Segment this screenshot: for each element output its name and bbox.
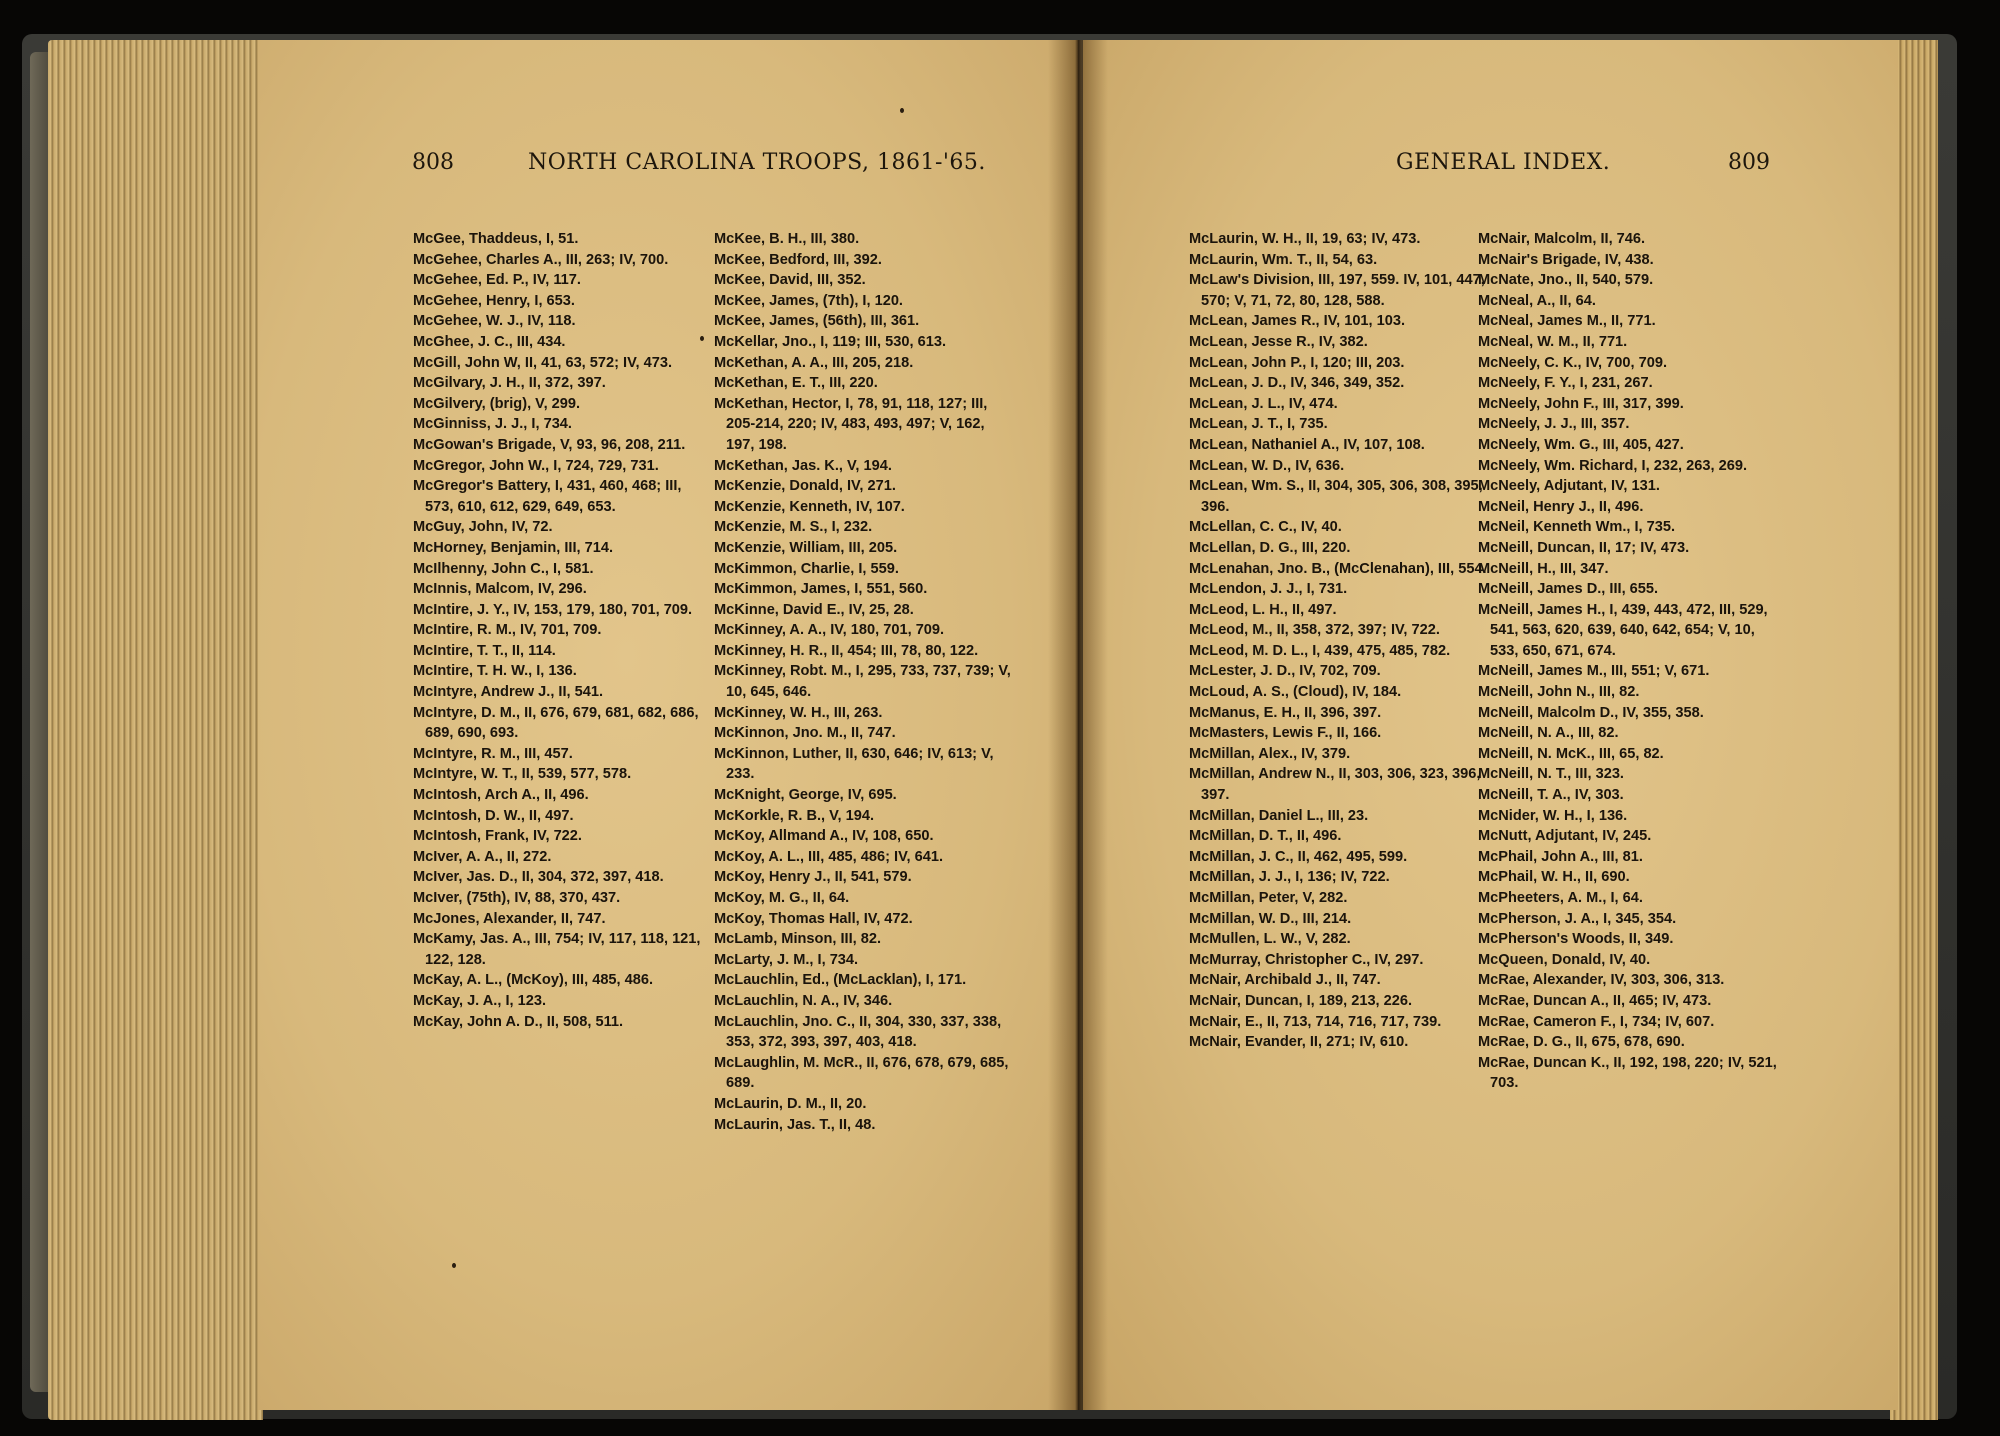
- index-entry: McKorkle, R. B., V, 194.: [714, 807, 875, 824]
- index-entry: McIntyre, W. T., II, 539, 577, 578.: [413, 766, 632, 783]
- right-page-number: 809: [1728, 150, 1770, 175]
- index-entry: McKamy, Jas. A., III, 754; IV, 117, 118, 121, 122, 128.: [413, 931, 701, 968]
- index-entry: McLauchlin, Ed., (McLacklan), I, 171.: [714, 972, 967, 989]
- index-entry: McLester, J. D., IV, 702, 709.: [1189, 663, 1381, 680]
- index-entry: McRae, Duncan A., II, 465; IV, 473.: [1478, 992, 1712, 1009]
- index-entry: McKoy, Thomas Hall, IV, 472.: [714, 910, 913, 927]
- index-entry: McNutt, Adjutant, IV, 245.: [1478, 828, 1652, 845]
- index-entry: McRae, Duncan K., II, 192, 198, 220; IV, 521, 703.: [1478, 1054, 1777, 1092]
- index-entry: McNeely, John F., III, 317, 399.: [1478, 395, 1684, 412]
- index-entry: McIver, A. A., II, 272.: [413, 848, 552, 865]
- index-entry: McMillan, Andrew N., II, 303, 306, 323, 396, 397.: [1189, 766, 1481, 804]
- index-entry: McKee, David, III, 352.: [714, 272, 866, 289]
- index-entry: McNair, Evander, II, 271; IV, 610.: [1189, 1034, 1409, 1051]
- index-entry: McLaurin, Wm. T., II, 54, 63.: [1189, 251, 1378, 268]
- index-entry: McKoy, A. L., III, 485, 486; IV, 641.: [714, 848, 944, 865]
- index-entry: McKay, J. A., I, 123.: [413, 992, 547, 1009]
- index-entry: McNeely, Wm. G., III, 405, 427.: [1478, 436, 1684, 453]
- index-entry: McMillan, Peter, V, 282.: [1189, 890, 1348, 906]
- index-entry: McNeill, James M., III, 551; V, 671.: [1478, 663, 1710, 680]
- index-entry: McIntire, J. Y., IV, 153, 179, 180, 701, 709.: [413, 601, 693, 618]
- index-entry: McNair, Archibald J., II, 747.: [1189, 972, 1381, 989]
- index-entry: McGilvery, (brig), V, 299.: [413, 395, 581, 412]
- index-entry: McQueen, Donald, IV, 40.: [1478, 951, 1651, 968]
- index-entry: McLendon, J. J., I, 731.: [1189, 581, 1348, 598]
- index-entry: McNeely, F. Y., I, 231, 267.: [1478, 375, 1653, 392]
- index-entry: McJones, Alexander, II, 747.: [413, 910, 606, 927]
- index-entry: McIntosh, Frank, IV, 722.: [413, 828, 582, 845]
- index-entry: McKinnon, Jno. M., II, 747.: [714, 725, 896, 742]
- index-entry: McLean, John P., I, 120; III, 203.: [1189, 354, 1405, 371]
- index-entry: McLean, James R., IV, 101, 103.: [1189, 313, 1406, 330]
- index-entry: McGee, Thaddeus, I, 51.: [413, 231, 579, 247]
- index-entry: McNeill, Malcolm D., IV, 355, 358.: [1478, 704, 1704, 721]
- index-entry: McPheeters, A. M., I, 64.: [1478, 890, 1643, 906]
- index-entry: McLeod, M. D. L., I, 439, 475, 485, 782.: [1189, 642, 1451, 659]
- index-entry: McIlhenny, John C., I, 581.: [413, 560, 594, 577]
- index-entry: McGowan's Brigade, V, 93, 96, 208, 211.: [413, 436, 686, 453]
- index-entry: McLean, J. L., IV, 474.: [1189, 395, 1338, 412]
- index-entry: McNeill, N. McK., III, 65, 82.: [1478, 745, 1664, 762]
- index-entry: McMillan, Daniel L., III, 23.: [1189, 807, 1369, 824]
- index-entry: McGregor's Battery, I, 431, 460, 468; III, 573, 610, 612, 629, 649, 653.: [413, 478, 682, 515]
- index-entry: McMullen, L. W., V, 282.: [1189, 931, 1351, 948]
- index-entry: McNeely, Wm. Richard, I, 232, 263, 269.: [1478, 457, 1748, 474]
- index-entry: McKenzie, M. S., I, 232.: [714, 519, 873, 536]
- index-entry: McGregor, John W., I, 724, 729, 731.: [413, 457, 659, 474]
- index-entry: McLenahan, Jno. B., (McClenahan), III, 554.: [1189, 560, 1487, 577]
- index-entry: McManus, E. H., II, 396, 397.: [1189, 704, 1382, 721]
- index-entry: McKinnon, Luther, II, 630, 646; IV, 613; V, 233.: [714, 745, 994, 783]
- index-entry: McNeal, A., II, 64.: [1478, 292, 1596, 309]
- index-entry: McGehee, Charles A., III, 263; IV, 700.: [413, 251, 669, 268]
- index-entry: McLellan, D. G., III, 220.: [1189, 539, 1351, 556]
- index-entry: McKinney, H. R., II, 454; III, 78, 80, 122.: [714, 642, 979, 659]
- index-entry: McLamb, Minson, III, 82.: [714, 931, 882, 948]
- index-entry: McIntire, R. M., IV, 701, 709.: [413, 622, 602, 639]
- index-entry: McKay, John A. D., II, 508, 511.: [413, 1013, 624, 1030]
- index-entry: McKoy, Henry J., II, 541, 579.: [714, 869, 912, 886]
- index-entry: McGehee, Henry, I, 653.: [413, 292, 575, 309]
- index-entry: McLean, J. D., IV, 346, 349, 352.: [1189, 375, 1405, 392]
- index-entry: McKinne, David E., IV, 25, 28.: [714, 601, 914, 618]
- index-entry: McNeill, John N., III, 82.: [1478, 684, 1640, 701]
- index-entry: McNeill, N. T., III, 323.: [1478, 766, 1624, 783]
- index-entry: McLeod, L. H., II, 497.: [1189, 601, 1337, 618]
- index-entry: McMillan, J. C., II, 462, 495, 599.: [1189, 848, 1408, 865]
- index-entry: McNair, E., II, 713, 714, 716, 717, 739.: [1189, 1013, 1442, 1030]
- index-entry: McNeill, N. A., III, 82.: [1478, 725, 1619, 742]
- index-entry: McInnis, Malcom, IV, 296.: [413, 581, 587, 598]
- index-entry: McNider, W. H., I, 136.: [1478, 807, 1628, 824]
- index-entry: McGhee, J. C., III, 434.: [413, 333, 566, 350]
- index-entry: McIntire, T. H. W., I, 136.: [413, 663, 577, 680]
- index-entry: McNeill, James H., I, 439, 443, 472, III, 529, 541, 563, 620, 639, 640, 642, 654; V, 10, 533, 650, 671, 674.: [1478, 601, 1768, 659]
- index-entry: McRae, D. G., II, 675, 678, 690.: [1478, 1034, 1685, 1051]
- index-entry: McRae, Cameron F., I, 734; IV, 607.: [1478, 1013, 1715, 1030]
- index-entry: McMasters, Lewis F., II, 166.: [1189, 725, 1382, 742]
- index-entry: McGehee, Ed. P., IV, 117.: [413, 272, 581, 289]
- right-page-column-1: [1189, 229, 1489, 1053]
- paper-speck: [700, 336, 704, 341]
- index-entry: McLarty, J. M., I, 734.: [714, 951, 859, 968]
- index-entry: McNair, Malcolm, II, 746.: [1478, 231, 1646, 247]
- index-entry: McKethan, E. T., III, 220.: [714, 375, 878, 392]
- paper-speck: [900, 108, 904, 113]
- index-entry: McNeill, Duncan, II, 17; IV, 473.: [1478, 539, 1690, 556]
- index-entry: McKee, James, (7th), I, 120.: [714, 292, 903, 309]
- index-entry: McMillan, D. T., II, 496.: [1189, 828, 1342, 845]
- index-entry: McLauchlin, Jno. C., II, 304, 330, 337, 338, 353, 372, 393, 397, 403, 418.: [714, 1013, 1002, 1051]
- index-entry: McGill, John W, II, 41, 63, 572; IV, 473.: [413, 354, 673, 371]
- index-entry: McLaurin, W. H., II, 19, 63; IV, 473.: [1189, 231, 1421, 247]
- index-entry: McLean, Wm. S., II, 304, 305, 306, 308, 395, 396.: [1189, 478, 1483, 515]
- index-entry: McNeely, Adjutant, IV, 131.: [1478, 478, 1660, 495]
- index-entry: McLellan, C. C., IV, 40.: [1189, 519, 1342, 536]
- index-entry: McKoy, Allmand A., IV, 108, 650.: [714, 828, 934, 845]
- book-gutter: [1048, 40, 1108, 1410]
- index-entry: McIntyre, Andrew J., II, 541.: [413, 684, 604, 701]
- index-entry: McLean, J. T., I, 735.: [1189, 416, 1328, 433]
- index-entry: McNair's Brigade, IV, 438.: [1478, 251, 1654, 268]
- index-entry: McLaurin, Jas. T., II, 48.: [714, 1116, 876, 1133]
- index-entry: McGuy, John, IV, 72.: [413, 519, 553, 536]
- page-edges-left: [48, 40, 263, 1420]
- index-entry: McKnight, George, IV, 695.: [714, 787, 897, 804]
- index-entry: McNeal, W. M., II, 771.: [1478, 333, 1628, 350]
- index-entry: McLean, Jesse R., IV, 382.: [1189, 333, 1368, 350]
- index-entry: McKinney, Robt. M., I, 295, 733, 737, 739; V, 10, 645, 646.: [714, 663, 1011, 701]
- index-entry: McKimmon, James, I, 551, 560.: [714, 581, 928, 598]
- index-entry: McKimmon, Charlie, I, 559.: [714, 560, 899, 577]
- index-entry: McKee, B. H., III, 380.: [714, 231, 860, 247]
- index-entry: McHorney, Benjamin, III, 714.: [413, 539, 614, 556]
- index-entry: McNeill, H., III, 347.: [1478, 560, 1609, 577]
- left-page-number: 808: [412, 150, 454, 175]
- index-entry: McIntyre, R. M., III, 457.: [413, 745, 573, 762]
- index-entry: McKethan, Jas. K., V, 194.: [714, 457, 892, 474]
- index-entry: McIver, Jas. D., II, 304, 372, 397, 418.: [413, 869, 664, 886]
- index-entry: McKinney, A. A., IV, 180, 701, 709.: [714, 622, 945, 639]
- index-entry: McNeil, Henry J., II, 496.: [1478, 498, 1644, 515]
- right-running-title: GENERAL INDEX.: [1396, 150, 1611, 175]
- index-entry: McLeod, M., II, 358, 372, 397; IV, 722.: [1189, 622, 1440, 639]
- left-page-column-1: [413, 229, 713, 1032]
- index-entry: McNeill, James D., III, 655.: [1478, 581, 1659, 598]
- index-entry: McMillan, W. D., III, 214.: [1189, 910, 1352, 927]
- index-entry: McGilvary, J. H., II, 372, 397.: [413, 375, 606, 392]
- index-entry: McLean, Nathaniel A., IV, 107, 108.: [1189, 436, 1425, 453]
- index-entry: McNate, Jno., II, 540, 579.: [1478, 272, 1654, 289]
- index-entry: McLaurin, D. M., II, 20.: [714, 1095, 867, 1112]
- index-entry: McKoy, M. G., II, 64.: [714, 890, 850, 906]
- index-entry: McMillan, J. J., I, 136; IV, 722.: [1189, 869, 1390, 886]
- index-entry: McIver, (75th), IV, 88, 370, 437.: [413, 890, 621, 906]
- index-entry: McNeal, James M., II, 771.: [1478, 313, 1656, 330]
- index-entry: McLoud, A. S., (Cloud), IV, 184.: [1189, 684, 1402, 701]
- index-entry: McKethan, Hector, I, 78, 91, 118, 127; III, 205-214, 220; IV, 483, 493, 497; V, 162, 197, 198.: [714, 395, 988, 453]
- index-entry: McNeil, Kenneth Wm., I, 735.: [1478, 519, 1676, 536]
- index-entry: McRae, Alexander, IV, 303, 306, 313.: [1478, 972, 1725, 989]
- index-entry: McPherson, J. A., I, 345, 354.: [1478, 910, 1677, 927]
- index-entry: McGehee, W. J., IV, 118.: [413, 313, 576, 330]
- index-entry: McIntyre, D. M., II, 676, 679, 681, 682, 686, 689, 690, 693.: [413, 704, 699, 742]
- index-entry: McKethan, A. A., III, 205, 218.: [714, 354, 914, 371]
- index-entry: McKinney, W. H., III, 263.: [714, 704, 883, 721]
- paper-speck: [452, 1263, 456, 1268]
- index-entry: McLaughlin, M. McR., II, 676, 678, 679, 685, 689.: [714, 1054, 1009, 1092]
- index-entry: McMurray, Christopher C., IV, 297.: [1189, 951, 1424, 968]
- right-page-column-2: [1478, 229, 1778, 1094]
- index-entry: McNeill, T. A., IV, 303.: [1478, 787, 1624, 804]
- left-running-title: NORTH CAROLINA TROOPS, 1861-'65.: [528, 150, 986, 175]
- index-entry: McKenzie, Kenneth, IV, 107.: [714, 498, 905, 515]
- index-entry: McKee, Bedford, III, 392.: [714, 251, 882, 268]
- index-entry: McPherson's Woods, II, 349.: [1478, 931, 1674, 948]
- index-entry: McKenzie, Donald, IV, 271.: [714, 478, 896, 495]
- index-entry: McIntosh, Arch A., II, 496.: [413, 787, 589, 804]
- index-entry: McNeely, C. K., IV, 700, 709.: [1478, 354, 1668, 371]
- index-entry: McPhail, John A., III, 81.: [1478, 848, 1643, 865]
- index-entry: McKenzie, William, III, 205.: [714, 539, 898, 556]
- left-page-column-2: [714, 229, 1014, 1135]
- index-entry: McNeely, J. J., III, 357.: [1478, 416, 1630, 433]
- index-entry: McKay, A. L., (McKoy), III, 485, 486.: [413, 972, 654, 989]
- index-entry: McGinniss, J. J., I, 734.: [413, 416, 572, 433]
- index-entry: McLean, W. D., IV, 636.: [1189, 457, 1345, 474]
- index-entry: McIntire, T. T., II, 114.: [413, 642, 556, 659]
- index-entry: McLaw's Division, III, 197, 559. IV, 101, 447, 570; V, 71, 72, 80, 128, 588.: [1189, 272, 1485, 309]
- index-entry: McKee, James, (56th), III, 361.: [714, 313, 920, 330]
- index-entry: McMillan, Alex., IV, 379.: [1189, 745, 1351, 762]
- index-entry: McNair, Duncan, I, 189, 213, 226.: [1189, 992, 1413, 1009]
- index-entry: McLauchlin, N. A., IV, 346.: [714, 992, 893, 1009]
- index-entry: McKellar, Jno., I, 119; III, 530, 613.: [714, 333, 947, 350]
- index-entry: McPhail, W. H., II, 690.: [1478, 869, 1630, 886]
- index-entry: McIntosh, D. W., II, 497.: [413, 807, 574, 824]
